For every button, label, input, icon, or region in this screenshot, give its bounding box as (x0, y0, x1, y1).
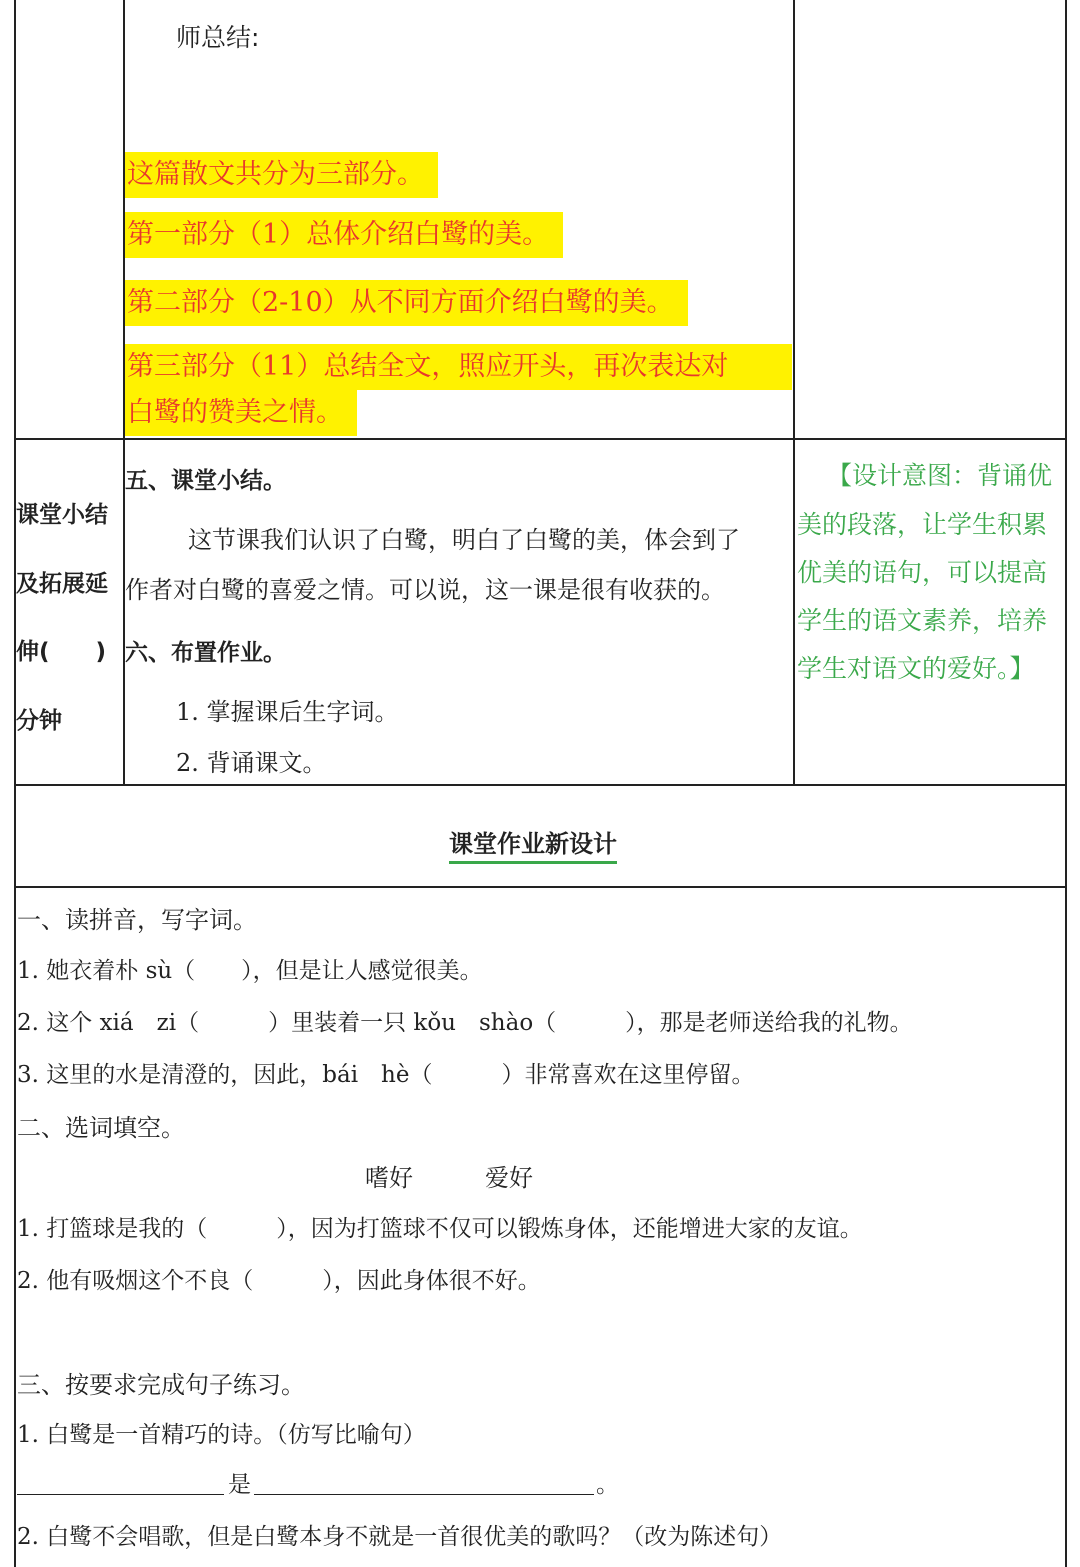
design-intent-line-2: 美的段落，让学生积累 (797, 510, 1048, 539)
answer-blank-1 (17, 1494, 224, 1495)
row-divider-2 (14, 784, 1067, 786)
homework-item-1: 1. 掌握课后生字词。 (176, 698, 399, 726)
answer-blank-period: 。 (596, 1472, 619, 1498)
design-intent-line-5: 学生对语文的爱好。】 (797, 654, 1035, 683)
row-label-line-3: 伸( ) (16, 639, 107, 665)
answer-blank-connector: 是 (228, 1472, 251, 1498)
section-1-question-3: 3. 这里的水是清澄的，因此，bái hè（ ）非常喜欢在这里停留。 (17, 1062, 755, 1088)
design-intent-line-1: 【设计意图：背诵优 (827, 461, 1053, 490)
heading-class-summary: 五、课堂小结。 (125, 468, 286, 494)
section-1-question-1: 1. 她衣着朴 sù（ ），但是让人感觉很美。 (17, 958, 483, 984)
teacher-summary-label: 师总结: (176, 23, 260, 52)
section-2-question-2: 2. 他有吸烟这个不良（ ），因此身体很不好。 (17, 1268, 541, 1294)
design-intent-line-3: 优美的语句，可以提高 (797, 558, 1048, 587)
highlight-line-4: 第三部分（11）总结全文，照应开头，再次表达对 (125, 344, 792, 390)
row-label-line-4: 分钟 (16, 708, 62, 734)
section-2-word-choices: 嗜好 爱好 (365, 1164, 533, 1192)
col-divider-right (793, 0, 795, 785)
homework-item-2: 2. 背诵课文。 (176, 749, 327, 777)
row-label-line-2: 及拓展延 (16, 571, 108, 597)
highlight-line-3: 第二部分（2-10）从不同方面介绍白鹭的美。 (125, 280, 688, 326)
highlight-line-2: 第一部分（1）总体介绍白鹭的美。 (125, 212, 563, 258)
design-intent-line-4: 学生的语文素养，培养 (797, 606, 1048, 635)
section-3-heading: 三、按要求完成句子练习。 (17, 1371, 305, 1399)
summary-paragraph-line-1: 这节课我们认识了白鹭，明白了白鹭的美，体会到了 (188, 526, 740, 554)
section-3-question-2: 2. 白鹭不会唱歌，但是白鹭本身不就是一首很优美的歌吗？（改为陈述句） (17, 1524, 783, 1550)
heading-homework: 六、布置作业。 (125, 640, 286, 666)
row-label-line-1: 课堂小结 (16, 502, 108, 528)
highlight-line-5: 白鹭的赞美之情。 (125, 390, 357, 436)
section-2-heading: 二、选词填空。 (17, 1114, 185, 1142)
summary-paragraph-line-2: 作者对白鹭的喜爱之情。可以说，这一课是很有收获的。 (125, 576, 725, 604)
assignment-title: 课堂作业新设计 (449, 824, 617, 864)
section-2-question-1: 1. 打篮球是我的（ ），因为打篮球不仅可以锻炼身体，还能增进大家的友谊。 (17, 1216, 863, 1242)
highlight-line-1: 这篇散文共分为三部分。 (125, 152, 438, 198)
section-1-question-2: 2. 这个 xiá zi（ ）里装着一只 kǒu shào（ ），那是老师送给我的礼物。 (17, 1010, 913, 1036)
answer-blank-2 (254, 1494, 594, 1495)
row-divider-3 (14, 886, 1067, 888)
section-1-heading: 一、读拼音，写字词。 (17, 906, 257, 934)
row-divider-1 (14, 438, 1067, 440)
section-3-question-1: 1. 白鹭是一首精巧的诗。（仿写比喻句） (17, 1422, 426, 1448)
